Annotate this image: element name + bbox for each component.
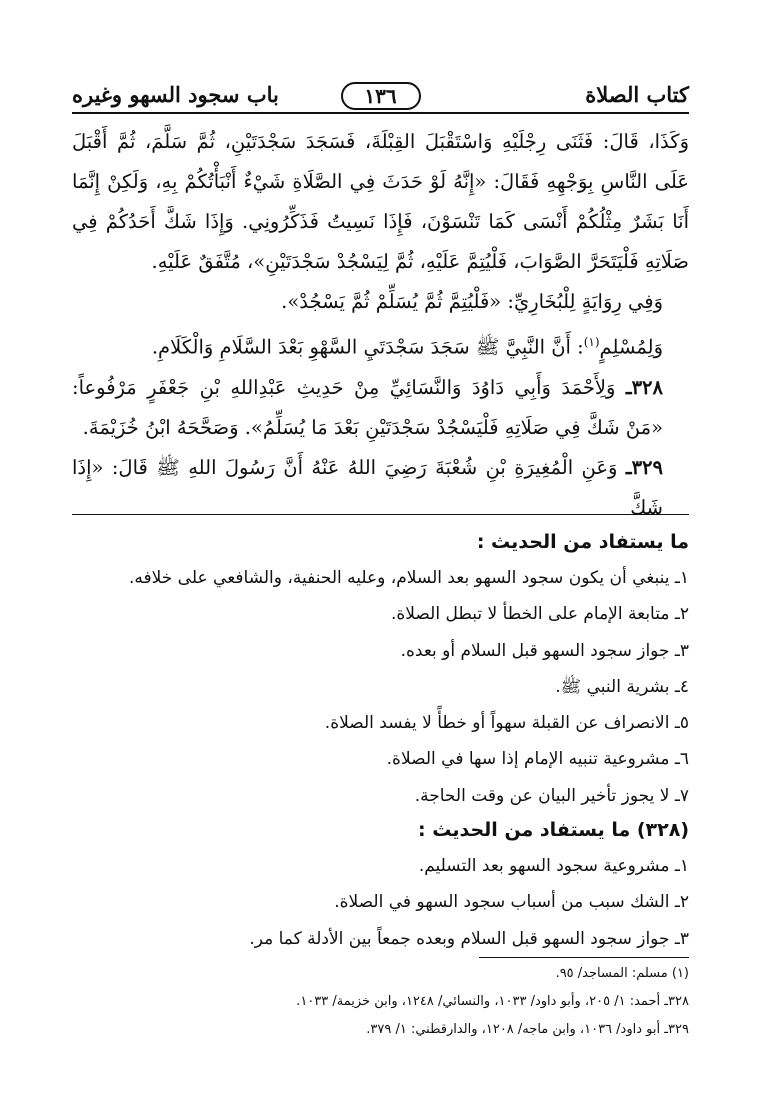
benefit-item: ١ـ مشروعية سجود السهو بعد التسليم.	[418, 856, 689, 876]
benefits-heading-328: (٣٢٨) ما يستفاد من الحديث :	[418, 819, 689, 841]
hadith-paragraph-2: وَفِي رِوَايَةٍ لِلْبُخَارِيِّ: «فَلْيُتِمَّ ثُمَّ يُسَلِّمْ ثُمَّ يَسْجُدْ».	[281, 290, 663, 313]
footnote-marker: (١)	[583, 335, 600, 349]
hadith-329-text: وَعَنِ الْمُغِيرَةِ بْنِ شُعْبَةَ رَضِيَ اللهُ عَنْهُ أَنَّ رَسُولَ اللهِ ﷺ قَالَ: «إِذَا شَكَّ	[72, 455, 663, 519]
hadith-328-number: ٣٢٨ـ	[625, 375, 663, 399]
benefit-item: ٦ـ مشروعية تنبيه الإمام إذا سها في الصلاة.	[386, 749, 689, 770]
hadith-329-number: ٣٢٩ـ	[625, 455, 663, 479]
benefit-item: ١ـ ينبغي أن يكون سجود السهو بعد السلام، وعليه الحنفية، والشافعي على خلافه.	[128, 568, 689, 588]
benefit-item: ٤ـ بشرية النبي ﷺ.	[555, 676, 689, 697]
hadith-paragraph-3	[72, 322, 689, 368]
benefits-list-1	[72, 560, 689, 814]
footnote: ٣٢٨ـ أحمد: ١/ ٢٠٥، وأبو داود/ ١٠٣٣، والنسائي/ ١٢٤٨، وابن خزيمة/ ١٠٣٣.	[296, 994, 689, 1009]
benefit-item: ٥ـ الانصراف عن القبلة سهواً أو خطأً لا يفسد الصلاة.	[324, 713, 689, 734]
hadith-paragraph-1: وَكَذَا، قَالَ: فَثَنَى رِجْلَيْهِ وَاسْتَقْبَلَ القِبْلَةَ، فَسَجَدَ سَجْدَتَيْنِ، ثُمَّ سَلَّمَ، ثُمَّ أَقْبَلَ عَلَى النَّاسِ بِوَجْهِهِ فَقَالَ: «إِنَّهُ لَوْ حَدَثَ فِي الصَّلَاةِ شَيْءٌ أَنْبَأْتُكُمْ بِهِ، وَلَكِنْ إِنَّمَا أَنَا بَشَرٌ مِثْلُكُمْ أَنْسَى كَمَا تَنْسَوْنَ، فَإِذَا نَسِيتُ فَذَكِّرُونِي. وَإِذَا شَكَّ أَحَدُكُمْ فِي صَلَاتِهِ فَلْيَتَحَرَّ الصَّوَابَ، فَلْيُتِمَّ عَلَيْهِ، ثُمَّ لِيَسْجُدْ سَجْدَتَيْنِ»، مُتَّفَقٌ عَلَيْهِ.	[72, 130, 689, 273]
hadith-328-text: وَلِأَحْمَدَ وَأَبِي دَاوُدَ وَالنَّسَائِيِّ مِنْ حَدِيثِ عَبْدِاللهِ بْنِ جَعْفَرٍ مَرْفُوعاً: «مَنْ شَكَّ فِي صَلَاتِهِ فَلْيَسْجُدْ سَجْدَتَيْنِ بَعْدَ مَا يُسَلِّمُ». وَصَحَّحَهُ ابْنُ خُزَيْمَةَ.	[72, 375, 663, 439]
benefits-heading-1: ما يستفاد من الحديث :	[476, 531, 689, 553]
benefit-item: ٢ـ متابعة الإمام على الخطأ لا تبطل الصلاة.	[390, 604, 689, 625]
hadith-text	[72, 122, 689, 528]
benefits-list-328	[72, 848, 689, 957]
hadith-329	[72, 448, 689, 528]
page-number: ١٣٦	[341, 82, 421, 110]
page-header	[72, 80, 689, 120]
benefit-item: ٧ـ لا يجوز تأخير البيان عن وقت الحاجة.	[414, 785, 689, 806]
hadith-paragraph-3-rest: : أَنَّ النَّبِيَّ ﷺ سَجَدَ سَجْدَتَيِ السَّهْوِ بَعْدَ السَّلَامِ وَالْكَلَامِ.	[151, 335, 584, 359]
benefit-item: ٢ـ الشك سبب من أسباب سجود السهو في الصلاة.	[334, 892, 689, 913]
header-rule	[72, 112, 689, 114]
footnotes	[72, 960, 689, 1044]
hadith-328	[72, 368, 689, 448]
benefit-item: ٣ـ جواز سجود السهو قبل السلام أو بعده.	[400, 640, 689, 661]
chapter-title: باب سجود السهو وغيره	[72, 82, 279, 107]
footnote: ٣٢٩ـ أبو داود/ ١٠٣٦، وابن ماجه/ ١٢٠٨، والدارقطني: ١/ ٣٧٩.	[366, 1022, 689, 1037]
footnote: (١) مسلم: المساجد/ ٩٥.	[555, 966, 689, 981]
benefit-item: ٣ـ جواز سجود السهو قبل السلام وبعده جمعاً بين الأدلة كما مر.	[249, 928, 689, 949]
hadith-paragraph-3-start: وَلِمُسْلِمٍ	[599, 335, 663, 359]
benefits-section-1	[72, 524, 689, 814]
section-divider	[72, 514, 689, 515]
benefits-section-328	[72, 812, 689, 957]
book-title: كتاب الصلاة	[585, 82, 689, 107]
footnote-rule	[479, 957, 689, 958]
